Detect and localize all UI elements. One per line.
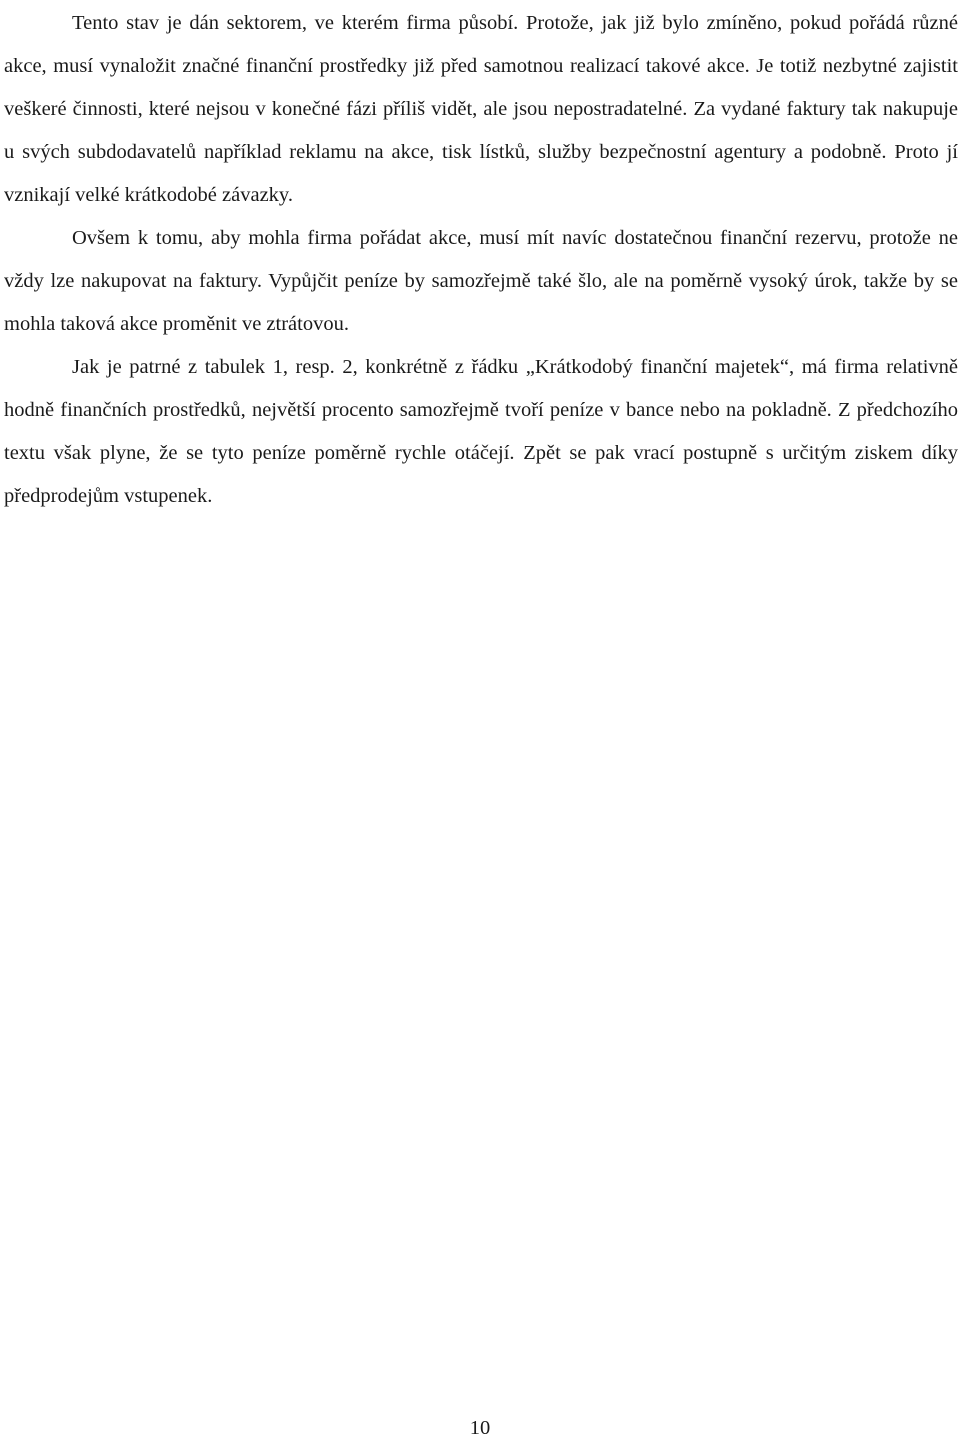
body-text [4,2,958,518]
paragraph-1: Tento stav je dán sektorem, ve kterém firma působí. Protože, jak již bylo zmíněno, pokud pořádá různé akce, musí vynaložit značné finanční prostředky již před samotnou realizací takové akce. Je totiž nezbytné zajistit veškeré činnosti, které nejsou v konečné fázi příliš vidět, ale jsou nepostradatelné. Za vydané faktury tak nakupuje u svých subdodavatelů například reklamu na akce, tisk lístků, služby bezpečnostní agentury a podobně. Proto jí vznikají velké krátkodobé závazky. [4,12,958,206]
page-number: 10 [469,1417,491,1439]
paragraph-2: Ovšem k tomu, aby mohla firma pořádat akce, musí mít navíc dostatečnou finanční rezervu, protože ne vždy lze nakupovat na faktury. Vypůjčit peníze by samozřejmě také šlo, ale na poměrně vysoký úrok, takže by se mohla taková akce proměnit ve ztrátovou. [4,227,958,335]
paragraph-3: Jak je patrné z tabulek 1, resp. 2, konkrétně z řádku „Krátkodobý finanční majetek“, má firma relativně hodně finančních prostředků, největší procento samozřejmě tvoří peníze v bance nebo na pokladně. Z předchozího textu však plyne, že se tyto peníze poměrně rychle otáčejí. Zpět se pak vrací postupně s určitým ziskem díky předprodejům vstupenek. [4,356,958,507]
